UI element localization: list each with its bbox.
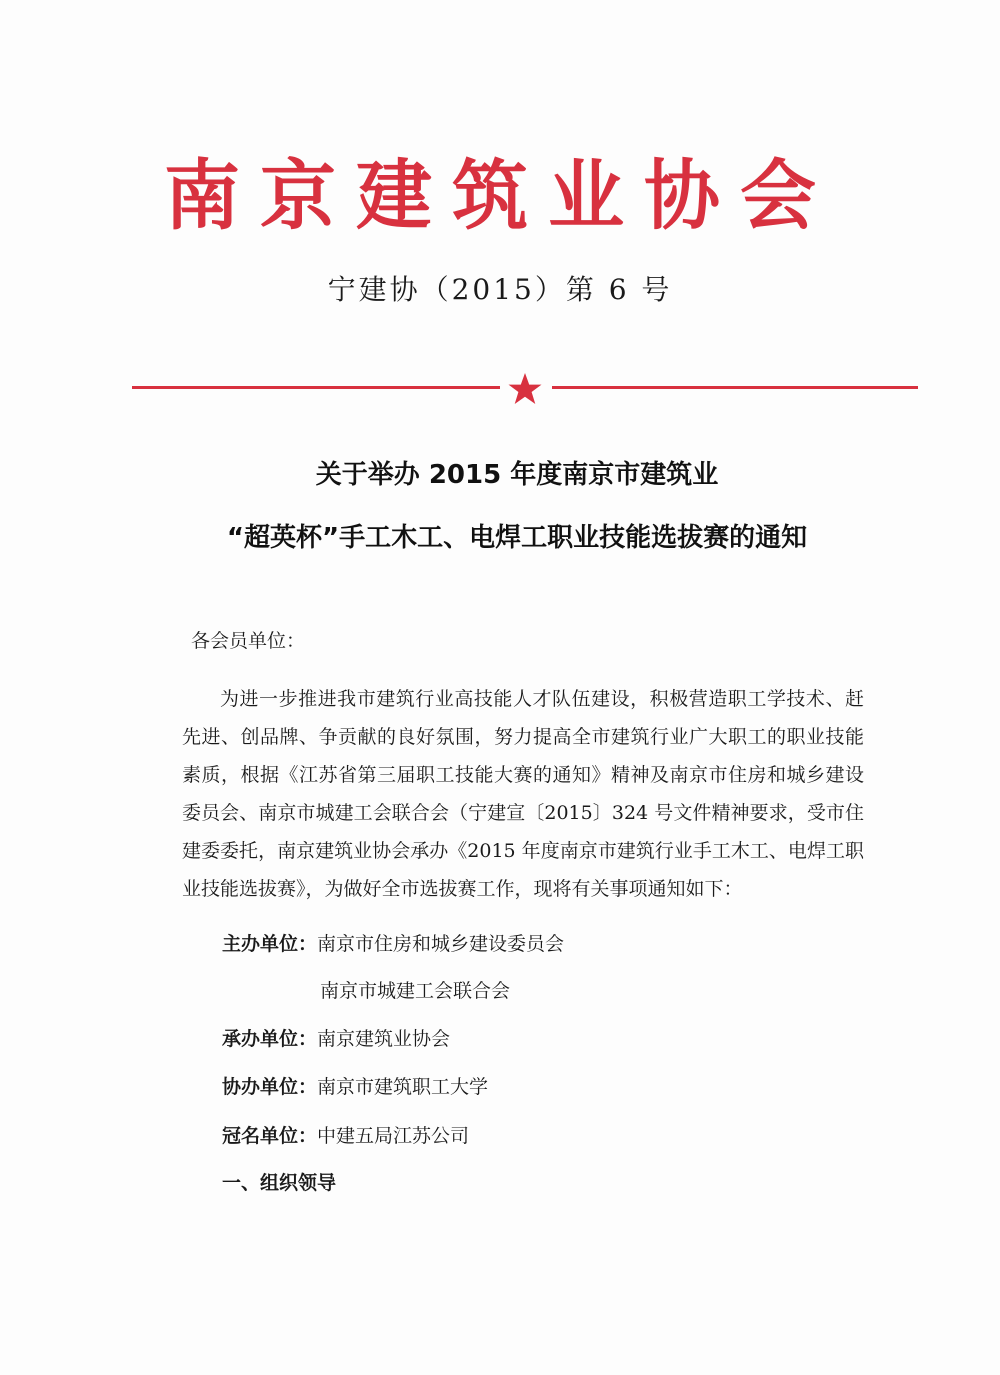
co-organizer-row [222, 1072, 488, 1099]
star-icon [508, 372, 542, 406]
host-value-1: 南京市住房和城乡建设委员会 [317, 933, 565, 955]
divider-line-left [132, 386, 500, 389]
notice-title-line-1: 关于举办 2015 年度南京市建筑业 [315, 460, 719, 490]
sponsor-value: 中建五局江苏公司 [317, 1125, 470, 1147]
host-row-continued [320, 976, 510, 1003]
salutation: 各会员单位： [191, 630, 306, 652]
red-divider [132, 372, 918, 412]
co-organizer-value: 南京市建筑职工大学 [317, 1076, 489, 1098]
sponsor-row [222, 1121, 469, 1148]
section-heading: 一、组织领导 [222, 1172, 337, 1194]
sponsor-label: 冠名单位： [222, 1125, 318, 1147]
body-paragraph: 为进一步推进我市建筑行业高技能人才队伍建设，积极营造职工学技术、赶先进、创品牌、争贡献的良好氛围，努力提高全市建筑行业广大职工的职业技能素质，根据《江苏省第三届职工技能大赛的通知》精神及南京市住房和城乡建设委员会、南京市城建工会联合会（宁建宣〔2015〕324 号文件精神要求，受市住建委委托，南京建筑业协会承办《2015 年度南京市建筑行业手工木工、电焊工职业技能选拔赛》，为做好全市选拔赛工作，现将有关事项通知如下： [182, 688, 864, 900]
host-row [222, 929, 564, 956]
host-value-2: 南京市城建工会联合会 [320, 980, 511, 1002]
host-label: 主办单位： [222, 933, 318, 955]
document-number: 宁建协（2015）第 6 号 [327, 273, 673, 306]
undertaker-label: 承办单位： [222, 1028, 318, 1050]
undertaker-row [222, 1024, 450, 1051]
co-organizer-label: 协办单位： [222, 1076, 318, 1098]
notice-title-line-2: “超英杯”手工木工、电焊工职业技能选拔赛的通知 [226, 523, 808, 553]
organization-header: 南京建筑业协会 [164, 151, 836, 240]
undertaker-value: 南京建筑业协会 [317, 1028, 451, 1050]
divider-line-right [552, 386, 918, 389]
